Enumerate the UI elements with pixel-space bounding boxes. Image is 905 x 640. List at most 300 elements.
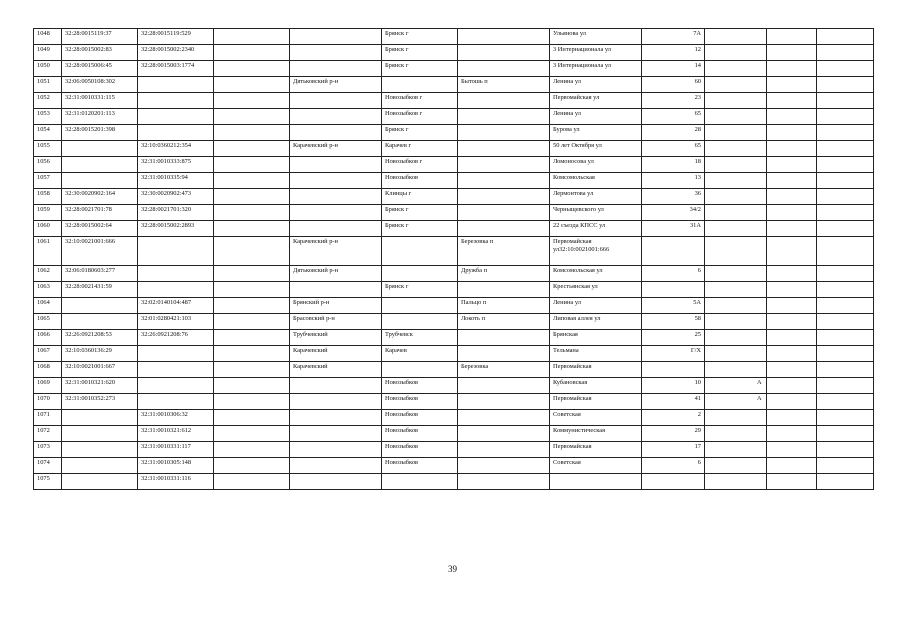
apartment-cell bbox=[767, 330, 817, 346]
row-number-cell: 1064 bbox=[34, 298, 62, 314]
district-cell bbox=[290, 61, 382, 77]
building-letter-cell bbox=[705, 266, 767, 282]
building-number-cell bbox=[138, 346, 214, 362]
row-number-cell: 1053 bbox=[34, 109, 62, 125]
district-cell bbox=[290, 29, 382, 45]
note-cell bbox=[817, 173, 874, 189]
district-cell: Брасовский р-н bbox=[290, 314, 382, 330]
building-letter-cell bbox=[705, 93, 767, 109]
extra-number-cell bbox=[214, 221, 290, 237]
city-cell: Брянск г bbox=[382, 29, 458, 45]
cadastral-number-cell: 32:28:0015201:398 bbox=[62, 125, 138, 141]
building-number-cell: 32:31:0010335:94 bbox=[138, 173, 214, 189]
street-cell: Черныщевского ул bbox=[550, 205, 642, 221]
cadastral-number-cell: 32:31:0120201:113 bbox=[62, 109, 138, 125]
building-letter-cell bbox=[705, 29, 767, 45]
street-cell: Лермонтова ул bbox=[550, 189, 642, 205]
note-cell bbox=[817, 426, 874, 442]
row-number-cell: 1073 bbox=[34, 442, 62, 458]
building-number-cell: 32:31:0010331:116 bbox=[138, 474, 214, 490]
house-cell: 17 bbox=[642, 442, 705, 458]
table-row bbox=[34, 378, 874, 394]
settlement-cell bbox=[458, 458, 550, 474]
district-cell bbox=[290, 394, 382, 410]
table-row bbox=[34, 93, 874, 109]
note-cell bbox=[817, 474, 874, 490]
table-row bbox=[34, 410, 874, 426]
building-letter-cell: А bbox=[705, 378, 767, 394]
house-cell: 25 bbox=[642, 330, 705, 346]
cadastral-number-cell: 32:26:0921208:53 bbox=[62, 330, 138, 346]
row-number-cell: 1055 bbox=[34, 141, 62, 157]
table-row bbox=[34, 330, 874, 346]
city-cell: Брянск г bbox=[382, 221, 458, 237]
cadastral-number-cell: 32:28:0021701:78 bbox=[62, 205, 138, 221]
city-cell: Новозыбков bbox=[382, 378, 458, 394]
settlement-cell bbox=[458, 205, 550, 221]
building-letter-cell bbox=[705, 426, 767, 442]
street-cell: 22 съезда КПСС ул bbox=[550, 221, 642, 237]
district-cell bbox=[290, 125, 382, 141]
building-number-cell: 32:28:0015002:2340 bbox=[138, 45, 214, 61]
extra-number-cell bbox=[214, 237, 290, 266]
house-cell: 60 bbox=[642, 77, 705, 93]
extra-number-cell bbox=[214, 314, 290, 330]
district-cell: Карачевский bbox=[290, 362, 382, 378]
extra-number-cell bbox=[214, 45, 290, 61]
settlement-cell bbox=[458, 474, 550, 490]
note-cell bbox=[817, 330, 874, 346]
extra-number-cell bbox=[214, 474, 290, 490]
apartment-cell bbox=[767, 221, 817, 237]
row-number-cell: 1068 bbox=[34, 362, 62, 378]
table-row bbox=[34, 205, 874, 221]
extra-number-cell bbox=[214, 205, 290, 221]
district-cell: Карачевский р-н bbox=[290, 237, 382, 266]
apartment-cell bbox=[767, 458, 817, 474]
house-cell: 36 bbox=[642, 189, 705, 205]
city-cell bbox=[382, 237, 458, 266]
cadastral-number-cell: 32:28:0015002:64 bbox=[62, 221, 138, 237]
building-number-cell: 32:28:0015119:529 bbox=[138, 29, 214, 45]
district-cell bbox=[290, 221, 382, 237]
settlement-cell: Березовка п bbox=[458, 237, 550, 266]
note-cell bbox=[817, 378, 874, 394]
city-cell: Новозыбков г bbox=[382, 109, 458, 125]
city-cell bbox=[382, 474, 458, 490]
cadastral-number-cell bbox=[62, 314, 138, 330]
extra-number-cell bbox=[214, 61, 290, 77]
building-letter-cell bbox=[705, 298, 767, 314]
note-cell bbox=[817, 29, 874, 45]
building-number-cell: 32:01:0280421:103 bbox=[138, 314, 214, 330]
row-number-cell: 1074 bbox=[34, 458, 62, 474]
note-cell bbox=[817, 362, 874, 378]
house-cell: 65 bbox=[642, 109, 705, 125]
building-letter-cell bbox=[705, 474, 767, 490]
extra-number-cell bbox=[214, 93, 290, 109]
row-number-cell: 1052 bbox=[34, 93, 62, 109]
note-cell bbox=[817, 237, 874, 266]
row-number-cell: 1048 bbox=[34, 29, 62, 45]
row-number-cell: 1051 bbox=[34, 77, 62, 93]
city-cell: Карачев г bbox=[382, 141, 458, 157]
street-cell: Ленина ул bbox=[550, 109, 642, 125]
note-cell bbox=[817, 346, 874, 362]
house-cell: 41 bbox=[642, 394, 705, 410]
cadastral-number-cell: 32:30:0020902:164 bbox=[62, 189, 138, 205]
building-letter-cell bbox=[705, 442, 767, 458]
cadastral-number-cell: 32:31:0010352:273 bbox=[62, 394, 138, 410]
row-number-cell: 1063 bbox=[34, 282, 62, 298]
street-cell: 3 Интернационала ул bbox=[550, 45, 642, 61]
extra-number-cell bbox=[214, 378, 290, 394]
note-cell bbox=[817, 298, 874, 314]
city-cell: Трубчевск bbox=[382, 330, 458, 346]
table-row bbox=[34, 157, 874, 173]
city-cell bbox=[382, 362, 458, 378]
city-cell: Новозыбков bbox=[382, 173, 458, 189]
table-row bbox=[34, 266, 874, 282]
house-cell: 5А bbox=[642, 298, 705, 314]
row-number-cell: 1050 bbox=[34, 61, 62, 77]
building-letter-cell bbox=[705, 141, 767, 157]
note-cell bbox=[817, 458, 874, 474]
table-row bbox=[34, 298, 874, 314]
building-letter-cell bbox=[705, 173, 767, 189]
house-cell: 23 bbox=[642, 93, 705, 109]
street-cell bbox=[550, 474, 642, 490]
settlement-cell bbox=[458, 346, 550, 362]
house-cell: 13 bbox=[642, 173, 705, 189]
table-row bbox=[34, 221, 874, 237]
building-letter-cell bbox=[705, 77, 767, 93]
note-cell bbox=[817, 125, 874, 141]
district-cell bbox=[290, 93, 382, 109]
extra-number-cell bbox=[214, 77, 290, 93]
settlement-cell bbox=[458, 141, 550, 157]
building-number-cell: 32:30:0020902:473 bbox=[138, 189, 214, 205]
settlement-cell bbox=[458, 93, 550, 109]
row-number-cell: 1054 bbox=[34, 125, 62, 141]
note-cell bbox=[817, 282, 874, 298]
apartment-cell bbox=[767, 266, 817, 282]
street-cell: Первомайская ул bbox=[550, 93, 642, 109]
extra-number-cell bbox=[214, 458, 290, 474]
apartment-cell bbox=[767, 125, 817, 141]
apartment-cell bbox=[767, 141, 817, 157]
row-number-cell: 1066 bbox=[34, 330, 62, 346]
extra-number-cell bbox=[214, 346, 290, 362]
building-letter-cell bbox=[705, 362, 767, 378]
building-number-cell: 32:31:0010306:32 bbox=[138, 410, 214, 426]
building-number-cell bbox=[138, 394, 214, 410]
table-row bbox=[34, 394, 874, 410]
building-number-cell: 32:10:0360212:354 bbox=[138, 141, 214, 157]
apartment-cell bbox=[767, 29, 817, 45]
district-cell: Дятьковский р-н bbox=[290, 77, 382, 93]
street-cell: Первомайская bbox=[550, 394, 642, 410]
street-cell: Бурова ул bbox=[550, 125, 642, 141]
building-letter-cell bbox=[705, 61, 767, 77]
building-number-cell bbox=[138, 125, 214, 141]
apartment-cell bbox=[767, 474, 817, 490]
street-cell: Первомайская ул32:10:0021001:666 bbox=[550, 237, 642, 266]
row-number-cell: 1049 bbox=[34, 45, 62, 61]
apartment-cell bbox=[767, 378, 817, 394]
district-cell bbox=[290, 109, 382, 125]
cadastral-number-cell bbox=[62, 442, 138, 458]
building-letter-cell bbox=[705, 346, 767, 362]
city-cell: Брянск г bbox=[382, 205, 458, 221]
extra-number-cell bbox=[214, 189, 290, 205]
house-cell bbox=[642, 282, 705, 298]
table-row bbox=[34, 426, 874, 442]
building-number-cell: 32:31:0010305:148 bbox=[138, 458, 214, 474]
building-number-cell bbox=[138, 77, 214, 93]
cadastral-number-cell bbox=[62, 173, 138, 189]
house-cell: 34/2 bbox=[642, 205, 705, 221]
note-cell bbox=[817, 77, 874, 93]
district-cell bbox=[290, 189, 382, 205]
cadastral-number-cell bbox=[62, 474, 138, 490]
table-row bbox=[34, 45, 874, 61]
building-letter-cell bbox=[705, 189, 767, 205]
street-cell: Тельмана bbox=[550, 346, 642, 362]
city-cell: Брянск г bbox=[382, 282, 458, 298]
table-row bbox=[34, 189, 874, 205]
district-cell bbox=[290, 173, 382, 189]
settlement-cell bbox=[458, 378, 550, 394]
city-cell: Брянск г bbox=[382, 45, 458, 61]
street-cell: Коммунистическая bbox=[550, 426, 642, 442]
table-row bbox=[34, 141, 874, 157]
district-cell bbox=[290, 426, 382, 442]
settlement-cell bbox=[458, 410, 550, 426]
cadastral-number-cell bbox=[62, 141, 138, 157]
cadastral-number-cell: 32:28:0015119:37 bbox=[62, 29, 138, 45]
district-cell bbox=[290, 474, 382, 490]
note-cell bbox=[817, 221, 874, 237]
note-cell bbox=[817, 314, 874, 330]
house-cell bbox=[642, 237, 705, 266]
building-number-cell: 32:02:0140104:487 bbox=[138, 298, 214, 314]
table-row bbox=[34, 362, 874, 378]
extra-number-cell bbox=[214, 141, 290, 157]
row-number-cell: 1059 bbox=[34, 205, 62, 221]
note-cell bbox=[817, 141, 874, 157]
street-cell: 3 Интернационала ул bbox=[550, 61, 642, 77]
house-cell: 6 bbox=[642, 266, 705, 282]
extra-number-cell bbox=[214, 394, 290, 410]
cadastral-number-cell: 32:06:0180603:277 bbox=[62, 266, 138, 282]
district-cell bbox=[290, 442, 382, 458]
settlement-cell bbox=[458, 45, 550, 61]
cadastral-number-cell: 32:31:0010321:620 bbox=[62, 378, 138, 394]
street-cell: Брянская bbox=[550, 330, 642, 346]
street-cell: Комсомольская bbox=[550, 173, 642, 189]
house-cell: 18 bbox=[642, 157, 705, 173]
building-number-cell: 32:26:0921208:76 bbox=[138, 330, 214, 346]
apartment-cell bbox=[767, 282, 817, 298]
building-number-cell bbox=[138, 93, 214, 109]
apartment-cell bbox=[767, 189, 817, 205]
settlement-cell bbox=[458, 109, 550, 125]
house-cell bbox=[642, 362, 705, 378]
house-cell: 31А bbox=[642, 221, 705, 237]
city-cell bbox=[382, 298, 458, 314]
city-cell bbox=[382, 77, 458, 93]
settlement-cell bbox=[458, 426, 550, 442]
settlement-cell bbox=[458, 394, 550, 410]
apartment-cell bbox=[767, 298, 817, 314]
building-letter-cell bbox=[705, 410, 767, 426]
street-cell: 50 лет Октября ул bbox=[550, 141, 642, 157]
building-letter-cell bbox=[705, 205, 767, 221]
cadastral-number-cell: 32:28:0021431:59 bbox=[62, 282, 138, 298]
settlement-cell bbox=[458, 173, 550, 189]
extra-number-cell bbox=[214, 282, 290, 298]
settlement-cell: Березовка bbox=[458, 362, 550, 378]
row-number-cell: 1067 bbox=[34, 346, 62, 362]
row-number-cell: 1060 bbox=[34, 221, 62, 237]
house-cell: 14 bbox=[642, 61, 705, 77]
building-number-cell bbox=[138, 282, 214, 298]
settlement-cell bbox=[458, 125, 550, 141]
house-cell: 12 bbox=[642, 45, 705, 61]
table-row bbox=[34, 237, 874, 266]
district-cell bbox=[290, 282, 382, 298]
settlement-cell bbox=[458, 157, 550, 173]
settlement-cell: Локоть п bbox=[458, 314, 550, 330]
house-cell: 28 bbox=[642, 125, 705, 141]
cadastral-number-cell bbox=[62, 157, 138, 173]
city-cell: Клинцы г bbox=[382, 189, 458, 205]
apartment-cell bbox=[767, 314, 817, 330]
building-letter-cell bbox=[705, 314, 767, 330]
building-letter-cell bbox=[705, 221, 767, 237]
settlement-cell bbox=[458, 442, 550, 458]
note-cell bbox=[817, 205, 874, 221]
house-cell: 10 bbox=[642, 378, 705, 394]
row-number-cell: 1061 bbox=[34, 237, 62, 266]
note-cell bbox=[817, 45, 874, 61]
cadastral-number-cell: 32:28:0015006:45 bbox=[62, 61, 138, 77]
apartment-cell bbox=[767, 77, 817, 93]
house-cell bbox=[642, 474, 705, 490]
table-row bbox=[34, 282, 874, 298]
settlement-cell bbox=[458, 330, 550, 346]
settlement-cell bbox=[458, 189, 550, 205]
extra-number-cell bbox=[214, 29, 290, 45]
city-cell: Новозыбков bbox=[382, 442, 458, 458]
records-table bbox=[33, 28, 874, 490]
apartment-cell bbox=[767, 93, 817, 109]
row-number-cell: 1072 bbox=[34, 426, 62, 442]
table-row bbox=[34, 474, 874, 490]
building-letter-cell bbox=[705, 237, 767, 266]
apartment-cell bbox=[767, 173, 817, 189]
page-number: 39 bbox=[448, 564, 457, 574]
extra-number-cell bbox=[214, 362, 290, 378]
settlement-cell bbox=[458, 282, 550, 298]
street-cell: Советская bbox=[550, 410, 642, 426]
settlement-cell bbox=[458, 61, 550, 77]
note-cell bbox=[817, 442, 874, 458]
district-cell: Дятьковский р-н bbox=[290, 266, 382, 282]
apartment-cell bbox=[767, 61, 817, 77]
apartment-cell bbox=[767, 45, 817, 61]
district-cell bbox=[290, 378, 382, 394]
settlement-cell: Пальцо п bbox=[458, 298, 550, 314]
building-letter-cell bbox=[705, 109, 767, 125]
cadastral-number-cell: 32:10:0021001:666 bbox=[62, 237, 138, 266]
building-number-cell: 32:31:0010333:875 bbox=[138, 157, 214, 173]
row-number-cell: 1058 bbox=[34, 189, 62, 205]
extra-number-cell bbox=[214, 426, 290, 442]
apartment-cell bbox=[767, 157, 817, 173]
row-number-cell: 1071 bbox=[34, 410, 62, 426]
cadastral-number-cell bbox=[62, 298, 138, 314]
house-cell: 29 bbox=[642, 426, 705, 442]
cadastral-number-cell: 32:10:0021001:667 bbox=[62, 362, 138, 378]
city-cell: Новозыбков bbox=[382, 394, 458, 410]
apartment-cell bbox=[767, 394, 817, 410]
district-cell bbox=[290, 458, 382, 474]
building-number-cell: 32:28:0015003:1774 bbox=[138, 61, 214, 77]
apartment-cell bbox=[767, 410, 817, 426]
table-row bbox=[34, 61, 874, 77]
building-number-cell bbox=[138, 266, 214, 282]
house-cell: Г/Х bbox=[642, 346, 705, 362]
street-cell: Первомайская bbox=[550, 362, 642, 378]
cadastral-number-cell: 32:06:0050108:302 bbox=[62, 77, 138, 93]
table-row bbox=[34, 442, 874, 458]
apartment-cell bbox=[767, 109, 817, 125]
apartment-cell bbox=[767, 426, 817, 442]
apartment-cell bbox=[767, 362, 817, 378]
building-letter-cell bbox=[705, 45, 767, 61]
table-row bbox=[34, 109, 874, 125]
district-cell: Карачевский р-н bbox=[290, 141, 382, 157]
row-number-cell: 1070 bbox=[34, 394, 62, 410]
extra-number-cell bbox=[214, 157, 290, 173]
building-number-cell: 32:31:0010331:117 bbox=[138, 442, 214, 458]
note-cell bbox=[817, 109, 874, 125]
district-cell bbox=[290, 157, 382, 173]
table-row bbox=[34, 458, 874, 474]
street-cell: Кубановская bbox=[550, 378, 642, 394]
row-number-cell: 1062 bbox=[34, 266, 62, 282]
building-number-cell bbox=[138, 237, 214, 266]
building-letter-cell bbox=[705, 125, 767, 141]
building-number-cell bbox=[138, 109, 214, 125]
table-row bbox=[34, 29, 874, 45]
cadastral-number-cell bbox=[62, 426, 138, 442]
settlement-cell bbox=[458, 221, 550, 237]
settlement-cell: Дружба п bbox=[458, 266, 550, 282]
city-cell bbox=[382, 266, 458, 282]
table-row bbox=[34, 125, 874, 141]
building-number-cell: 32:28:0015002:2893 bbox=[138, 221, 214, 237]
house-cell: 6 bbox=[642, 458, 705, 474]
extra-number-cell bbox=[214, 173, 290, 189]
table-row bbox=[34, 346, 874, 362]
house-cell: 2 bbox=[642, 410, 705, 426]
city-cell: Брянск г bbox=[382, 125, 458, 141]
cadastral-number-cell: 32:31:0010331:115 bbox=[62, 93, 138, 109]
note-cell bbox=[817, 410, 874, 426]
